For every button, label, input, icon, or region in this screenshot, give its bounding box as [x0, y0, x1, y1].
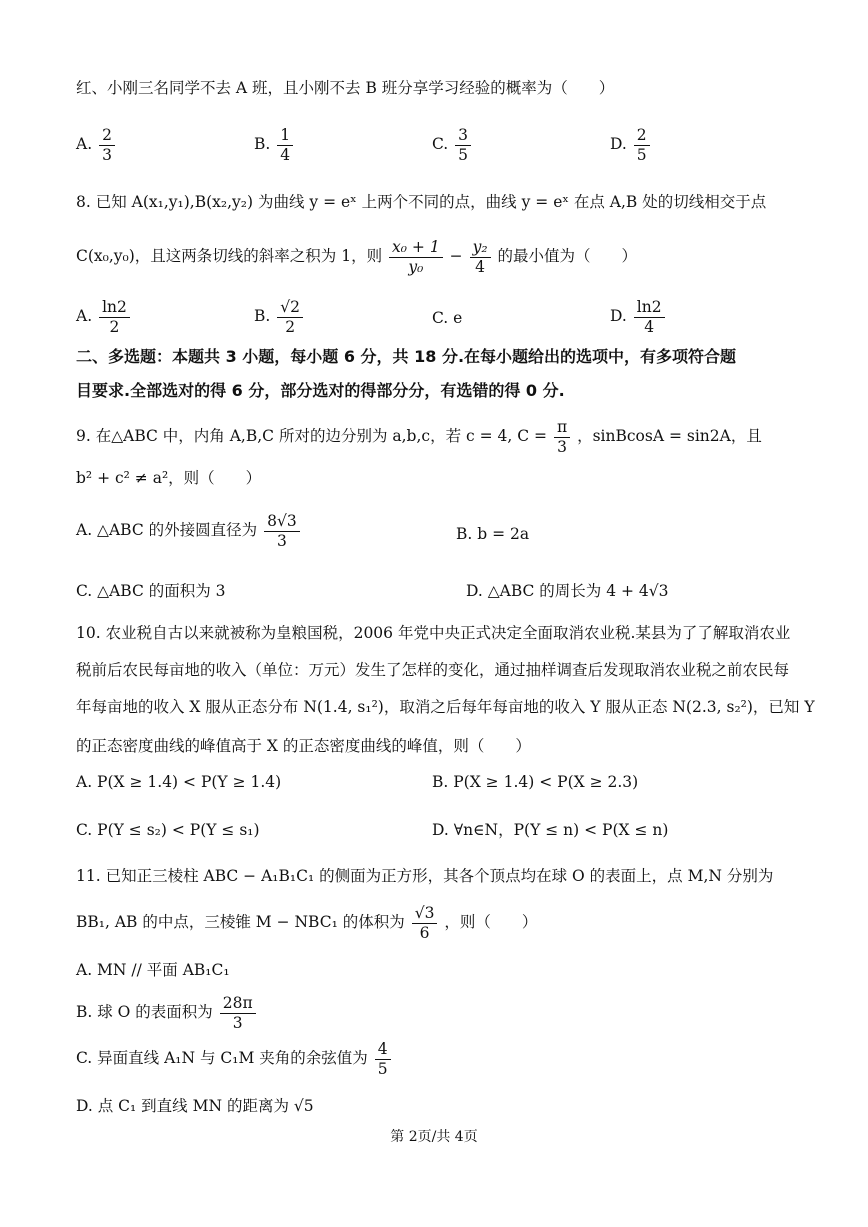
q8-option-d: D. $\frac{\ln 2}{4}$ — [610, 298, 667, 336]
q8-option-c: C. e — [432, 309, 463, 327]
page-number-footer: 第 2页/共 4页 — [390, 1129, 478, 1145]
q7-option-a: A. $\frac{2}{3}$ — [76, 126, 117, 164]
q8-option-a: A. $\frac{\ln 2}{2}$ — [76, 298, 132, 336]
q9-stem-line2: b² + c² ≠ a²，则（ ） — [76, 469, 262, 487]
q8-stem-line2: C(x₀,y₀)，且这两条切线的斜率之积为 1，则 $\frac{\text{x₀ + 1}}{\text{y₀}}$ − $\frac{\text{y₂}}{4}$ 的最小值为（ ） — [76, 238, 638, 276]
q11-option-a: A. MN // 平面 AB₁C₁ — [76, 961, 230, 979]
q9-stem-line1: 9. 在△ABC 中，内角 A,B,C 所对的边分别为 a,b,c，若 c = 4, C = $\frac{\pi}{3}$ ，sinBcosA = sin2A，且 — [76, 418, 762, 456]
q7-option-d: D. $\frac{2}{5}$ — [610, 126, 652, 164]
section2-heading-line1: 二、多选题：本题共 3 小题，每小题 6 分，共 18 分.在每小题给出的选项中，有多项符合题 — [76, 347, 737, 366]
q8-stem-line1: 8. 已知 A(x₁,y₁),B(x₂,y₂) 为曲线 y = eˣ 上两个不同的点，曲线 y = eˣ 在点 A,B 处的切线相交于点 — [76, 193, 767, 211]
q9-option-c: C. △ABC 的面积为 3 — [76, 582, 226, 600]
q10-stem-line4: 的正态密度曲线的峰值高于 X 的正态密度曲线的峰值，则（ ） — [76, 737, 531, 755]
q10-stem-line1: 10. 农业税自古以来就被称为皇粮国税，2006 年党中央正式决定全面取消农业税.某县为了了解取消农业 — [76, 624, 791, 642]
q10-stem-line3: 年每亩地的收入 X 服从正态分布 N(1.4, s₁²)，取消之后每年每亩地的收入 Y 服从正态 N(2.3, s₂²)，已知 Y — [76, 698, 815, 716]
q8-option-b: B. $\frac{√2}{2}$ — [254, 298, 305, 336]
q10-stem-line2: 税前后农民每亩地的收入（单位：万元）发生了怎样的变化，通过抽样调查后发现取消农业税之前农民每 — [76, 661, 790, 679]
q10-option-b: B. P(X ≥ 1.4) < P(X ≥ 2.3) — [432, 773, 639, 791]
q10-option-c: C. P(Y ≤ s₂) < P(Y ≤ s₁) — [76, 821, 260, 839]
q7-stem-tail: 红、小刚三名同学不去 A 班，且小刚不去 B 班分享学习经验的概率为（ ） — [76, 79, 615, 97]
q9-option-a: A. △ABC 的外接圆直径为 $\frac{8√3}{3}$ — [76, 512, 302, 550]
q10-option-d: D. ∀n∈N，P(Y ≤ n) < P(X ≤ n) — [432, 821, 669, 839]
q10-option-a: A. P(X ≥ 1.4) < P(Y ≥ 1.4) — [76, 773, 282, 791]
q7-option-b: B. $\frac{1}{4}$ — [254, 126, 295, 164]
q11-stem-line2: BB₁, AB 的中点，三棱锥 M − NBC₁ 的体积为 $\frac{√3}{6}$ ，则（ ） — [76, 904, 538, 942]
q11-option-d: D. 点 C₁ 到直线 MN 的距离为 √5 — [76, 1097, 314, 1115]
q9-option-b: B. b = 2a — [456, 525, 530, 543]
section2-heading-line2: 目要求.全部选对的得 6 分，部分选对的得部分分，有选错的得 0 分. — [76, 381, 565, 400]
q7-option-c: C. $\frac{3}{5}$ — [432, 126, 473, 164]
q11-option-c: C. 异面直线 A₁N 与 C₁M 夹角的余弦值为 $\frac{4}{5}$ — [76, 1040, 393, 1078]
q9-option-d: D. △ABC 的周长为 4 + 4√3 — [466, 582, 669, 600]
q11-stem-line1: 11. 已知正三棱柱 ABC − A₁B₁C₁ 的侧面为正方形，其各个顶点均在球 O 的表面上，点 M,N 分别为 — [76, 867, 774, 885]
q11-option-b: B. 球 O 的表面积为 $\frac{28\pi}{3}$ — [76, 994, 258, 1032]
